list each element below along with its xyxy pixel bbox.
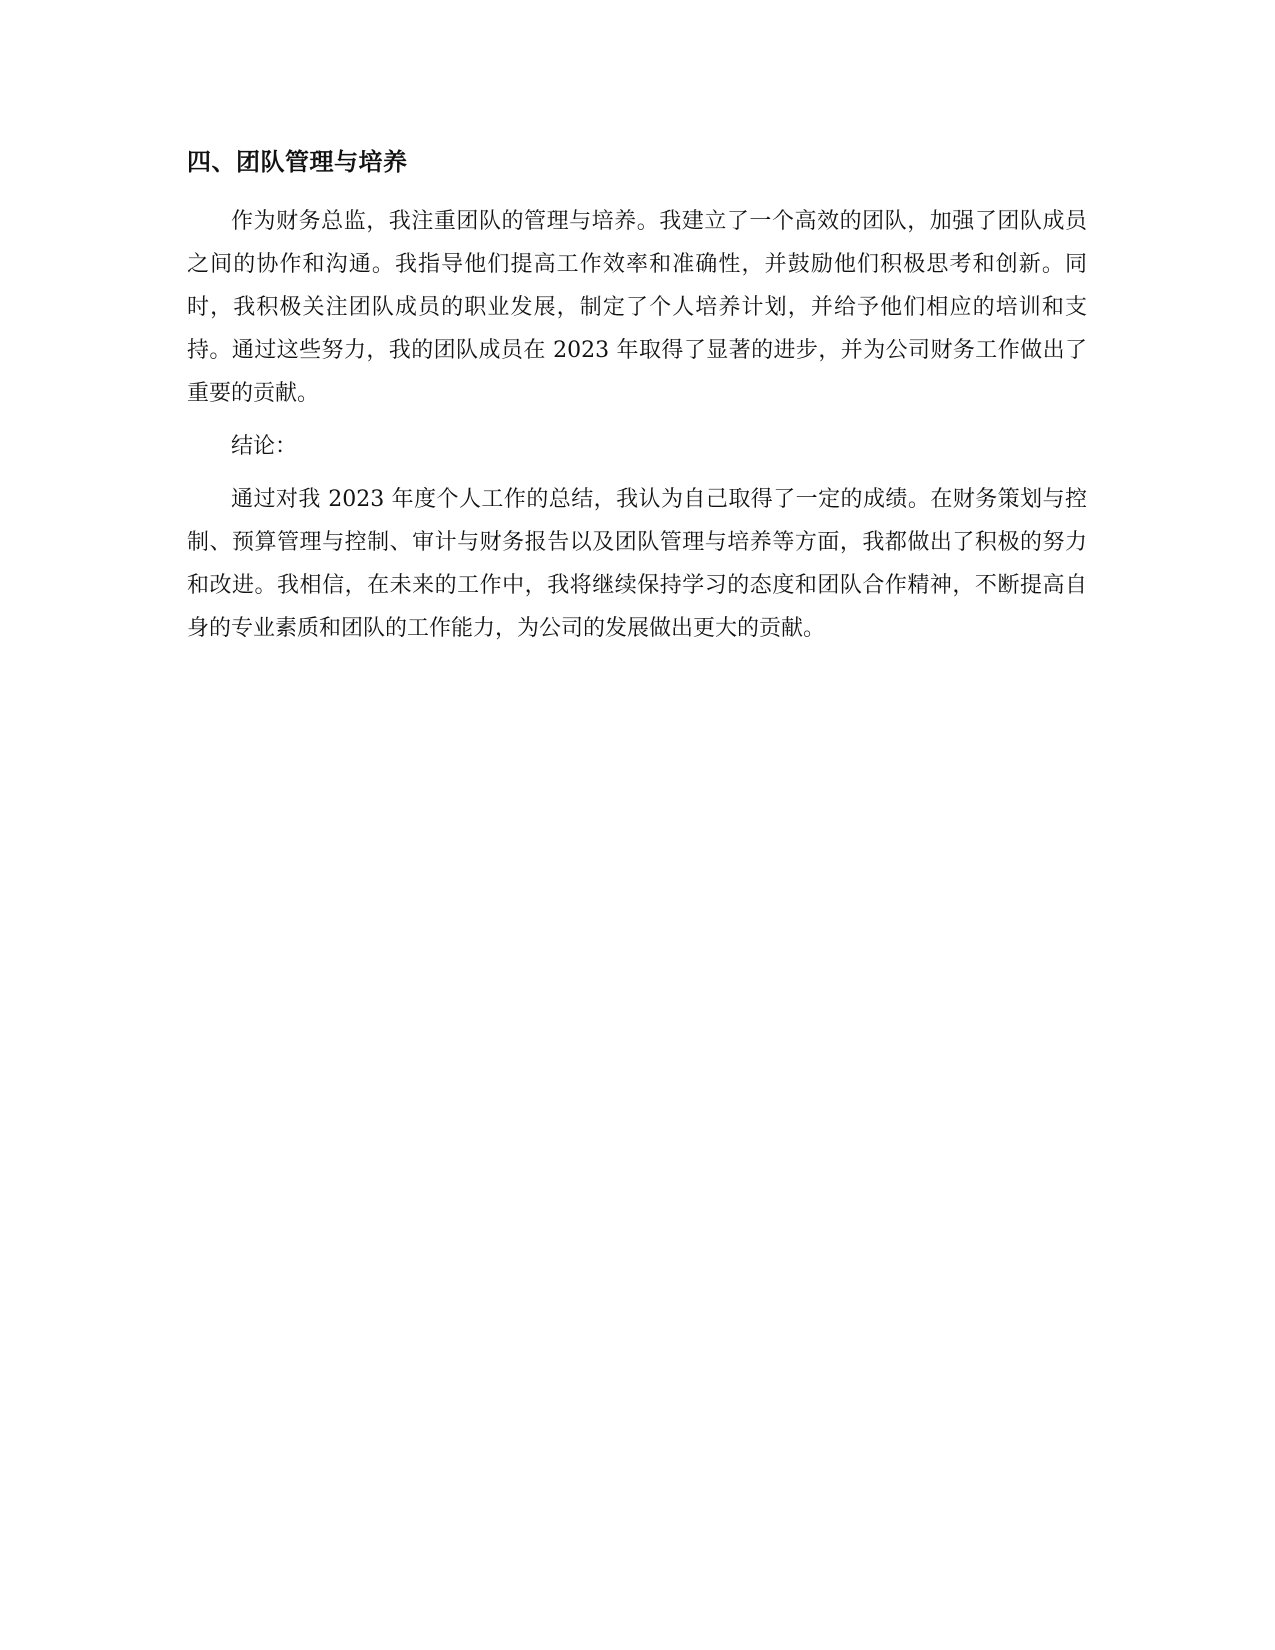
paragraph-conclusion-label: 结论： <box>231 434 298 459</box>
paragraph-team-management: 作为财务总监，我注重团队的管理与培养。我建立了一个高效的团队，加强了团队成员之间的协作和沟通。我指导他们提高工作效率和准确性，并鼓励他们积极思考和创新。同时，我积极关注团队成员的职业发展，制定了个人培养计划，并给予他们相应的培训和支持。通过这些努力，我的团队成员在 2023 年取得了显著的进步，并为公司财务工作做出了重要的贡献。 <box>187 209 1087 406</box>
section-heading: 四、团队管理与培养 <box>187 148 408 176</box>
paragraph-conclusion: 通过对我 2023 年度个人工作的总结，我认为自己取得了一定的成绩。在财务策划与控制、预算管理与控制、审计与财务报告以及团队管理与培养等方面，我都做出了积极的努力和改进。我相信，在未来的工作中，我将继续保持学习的态度和团队合作精神，不断提高自身的专业素质和团队的工作能力，为公司的发展做出更大的贡献。 <box>187 487 1087 641</box>
document-body <box>187 146 1087 660</box>
